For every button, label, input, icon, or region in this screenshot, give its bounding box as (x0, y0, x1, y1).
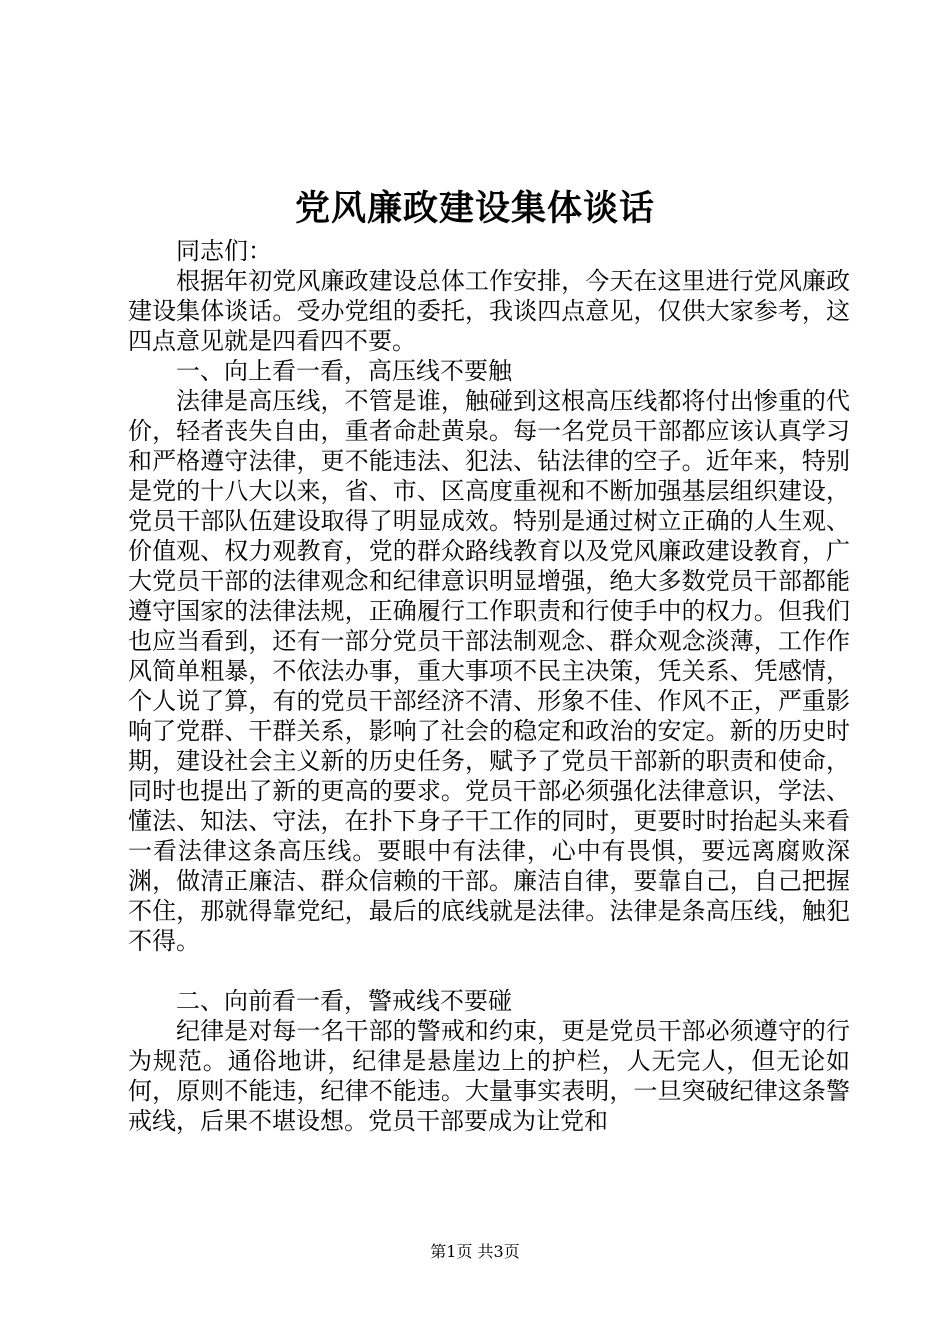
paragraph-section-1: 法律是高压线，不管是谁，触碰到这根高压线都将付出惨重的代价，轻者丧失自由，重者命赴黄泉。每一名党员干部都应该认真学习和严格遵守法律，更不能违法、犯法、钻法律的空子。近年来，特别是党的十八大以来，省、市、区高度重视和不断加强基层组织建设，党员干部队伍建设取得了明显成效。特别是通过树立正确的人生观、价值观、权力观教育，党的群众路线教育以及党风廉政建设教育，广大党员干部的法律观念和纪律意识明显增强，绝大多数党员干部都能遵守国家的法律法规，正确履行工作职责和行使手中的权力。但我们也应当看到，还有一部分党员干部法制观念、群众观念淡薄，工作作风简单粗暴，不依法办事，重大事项不民主决策，凭关系、凭感情，个人说了算，有的党员干部经济不清、形象不佳、作风不正，严重影响了党群、干群关系，影响了社会的稳定和政治的安定。新的历史时期，建设社会主义新的历史任务，赋予了党员干部新的职责和使命，同时也提出了新的更高的要求。党员干部必须强化法律意识，学法、懂法、知法、守法，在扑下身子干工作的同时，更要时时抬起头来看一看法律这条高压线。要眼中有法律，心中有畏惧，要远离腐败深渊，做清正廉洁、群众信赖的干部。廉洁自律，要靠自己，自己把握不住，那就得靠党纪，最后的底线就是法律。法律是条高压线，触犯不得。 (128, 387, 850, 955)
section-heading-2: 二、向前看一看，警戒线不要碰 (176, 987, 512, 1015)
section-heading-1: 一、向上看一看，高压线不要触 (176, 357, 512, 385)
document-title: 党风廉政建设集体谈话 (294, 188, 655, 229)
paragraph-section-2: 纪律是对每一名干部的警戒和约束，更是党员干部必须遵守的行为规范。通俗地讲，纪律是悬崖边上的护栏，人无完人，但无论如何，原则不能违，纪律不能违。大量事实表明，一旦突破纪律这条警戒线，后果不堪设想。党员干部要成为让党和 (128, 1017, 850, 1135)
paragraph-intro: 根据年初党风廉政建设总体工作安排，今天在这里进行党风廉政建设集体谈话。受办党组的委托，我谈四点意见，仅供大家参考，这四点意见就是四看四不要。 (128, 267, 850, 355)
document-body (128, 236, 850, 1136)
page-footer: 第1页 共3页 (430, 1242, 520, 1261)
salutation: 同志们： (176, 237, 272, 265)
